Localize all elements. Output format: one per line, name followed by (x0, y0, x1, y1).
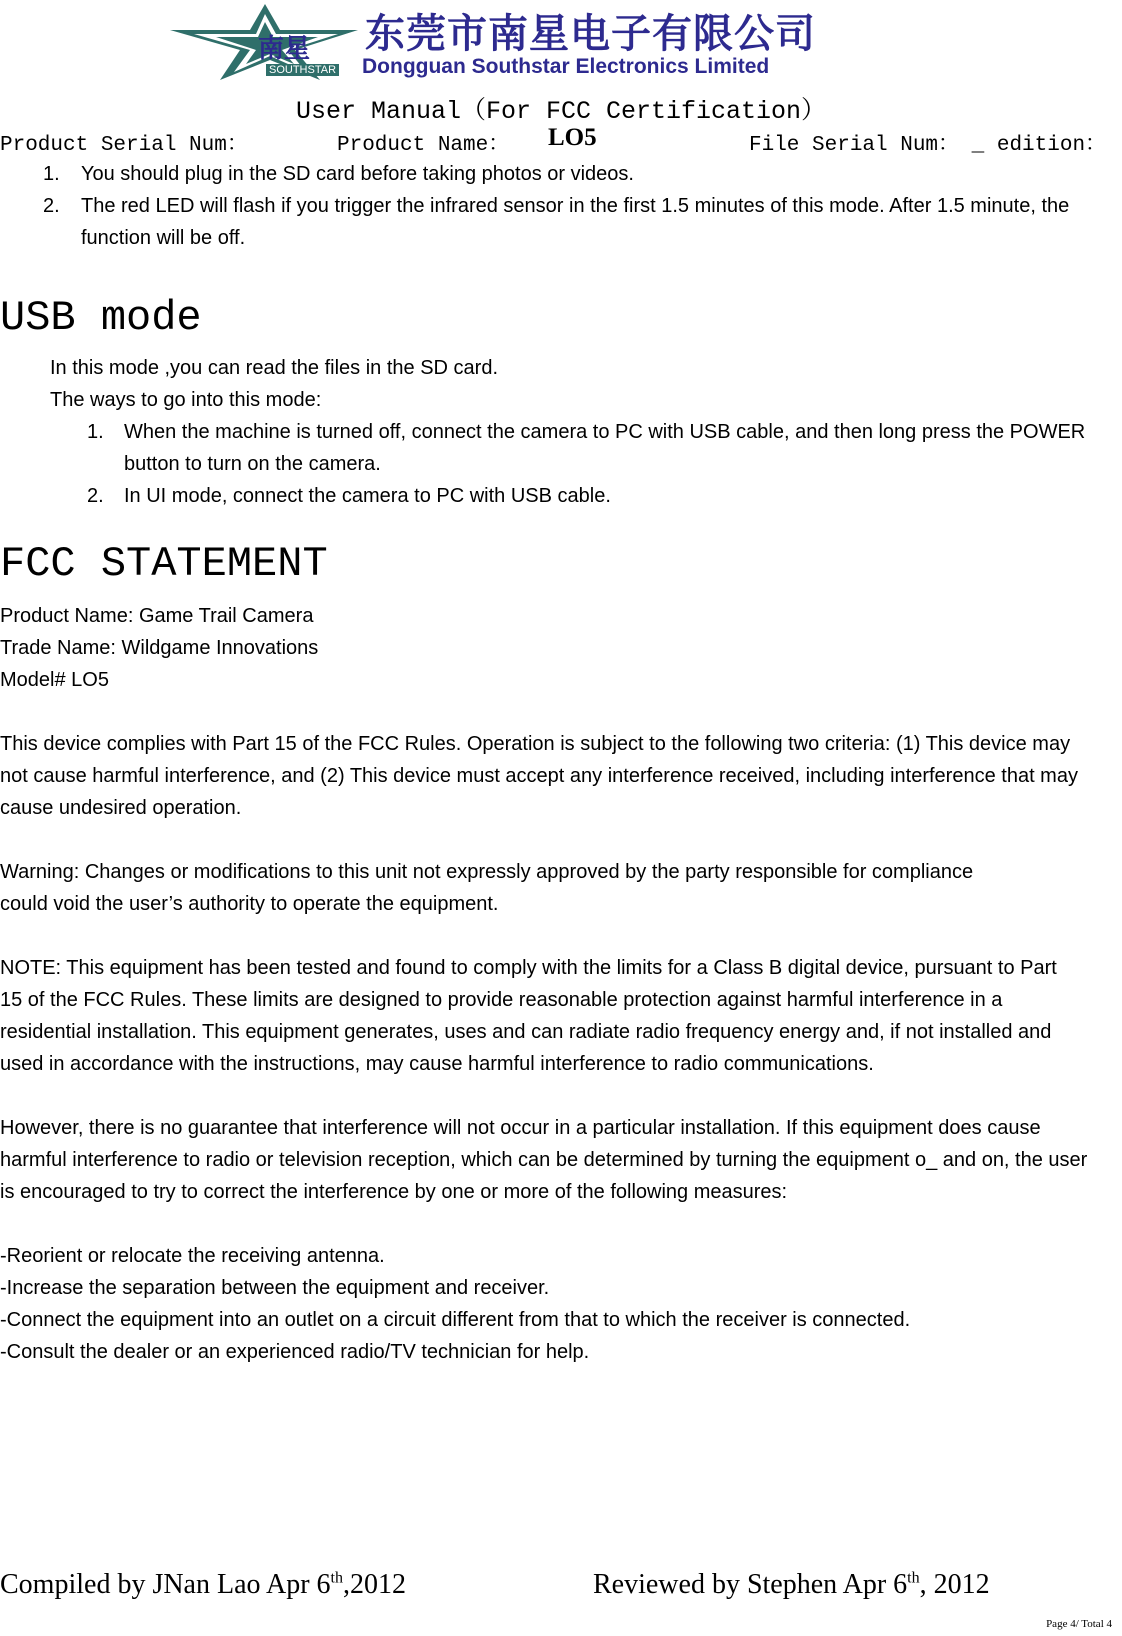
list-item (0, 480, 1100, 512)
footer-compiled: Compiled by JNan Lao Apr 6th,2012 (0, 1569, 406, 1600)
list-item-number: 1. (87, 421, 104, 443)
file-serial-label: File Serial Num： _ edition： (749, 134, 1107, 157)
intro-steps-list (0, 158, 1100, 254)
company-logo (170, 0, 820, 82)
fcc-measure: -Increase the separation between the equipment and receiver. (0, 1277, 550, 1299)
logo-mark-text: 南星 (258, 34, 311, 64)
list-item (0, 190, 1100, 254)
list-item-text: When the machine is turned off, connect the camera to PC with USB cable, and then long press the POWER button to turn on the camera. (124, 421, 1086, 475)
usb-steps-list (0, 416, 1100, 512)
fcc-paragraph-note: NOTE: This equipment has been tested and found to comply with the limits for a Class B digital device, pursuant to Part 15 of the FCC Rules. These limits are designed to provide reasonable protection against harmful interference in a residential installation. This equipment generates, uses and can radiate radio frequency energy and, if not installed and used in accordance with the instructions, may cause harmful interference to radio communications. (0, 957, 1057, 1075)
usb-line-1: In this mode ,you can read the files in the SD card. (50, 357, 499, 379)
fcc-model: Model# LO5 (0, 669, 109, 691)
logo-southstar-label: SOUTHSTAR (266, 64, 339, 76)
product-serial-label: Product Serial Num： (0, 134, 248, 157)
logo-company-name-en: Dongguan Southstar Electronics Limited (362, 55, 770, 78)
fcc-measure: -Reorient or relocate the receiving antenna. (0, 1245, 385, 1267)
usb-mode-heading: USB mode (0, 294, 202, 342)
product-name-label: Product Name： (337, 134, 510, 157)
list-item-text: In UI mode, connect the camera to PC with USB cable. (124, 485, 611, 507)
document-title: User Manual（For FCC Certification） (295, 97, 827, 126)
list-item-number: 2. (43, 195, 60, 217)
footer-reviewed: Reviewed by Stephen Apr 6th, 2012 (593, 1569, 990, 1600)
fcc-measure: -Connect the equipment into an outlet on a circuit different from that to which the receiver is connected. (0, 1309, 911, 1331)
fcc-product-name: Product Name: Game Trail Camera (0, 605, 314, 627)
list-item (0, 158, 1100, 190)
fcc-paragraph-however: However, there is no guarantee that interference will not occur in a particular installation. If this equipment does cause harmful interference to radio or television reception, which can be determined by turning the equipment o_ and on, the user is encouraged to try to correct the interference by one or more of the following measures: (0, 1117, 1088, 1203)
list-item-text: The red LED will flash if you trigger the infrared sensor in the first 1.5 minutes of this mode. After 1.5 minute, the function will be off. (81, 195, 1070, 249)
logo-company-name-cn: 东莞市南星电子有限公司 (365, 11, 816, 57)
fcc-trade-name: Trade Name: Wildgame Innovations (0, 637, 319, 659)
list-item-number: 2. (87, 485, 104, 507)
list-item (0, 416, 1100, 480)
product-name-value: LO5 (548, 124, 597, 151)
fcc-statement-heading: FCC STATEMENT (0, 540, 328, 588)
usb-line-2: The ways to go into this mode: (50, 389, 322, 411)
fcc-measure: -Consult the dealer or an experienced radio/TV technician for help. (0, 1341, 590, 1363)
header-info-row (0, 124, 1122, 157)
fcc-paragraph-warning: Warning: Changes or modifications to this unit not expressly approved by the party responsible for compliance could void the user’s authority to operate the equipment. (0, 861, 974, 915)
fcc-paragraph-compliance: This device complies with Part 15 of the FCC Rules. Operation is subject to the following two criteria: (1) This device may not cause harmful interference, and (2) This device must accept any interference received, including interference that may cause undesired operation. (0, 733, 1078, 819)
list-item-number: 1. (43, 163, 60, 185)
page-number: Page 4/ Total 4 (1046, 1618, 1112, 1630)
footer (0, 1569, 1122, 1609)
list-item-text: You should plug in the SD card before taking photos or videos. (81, 163, 634, 185)
